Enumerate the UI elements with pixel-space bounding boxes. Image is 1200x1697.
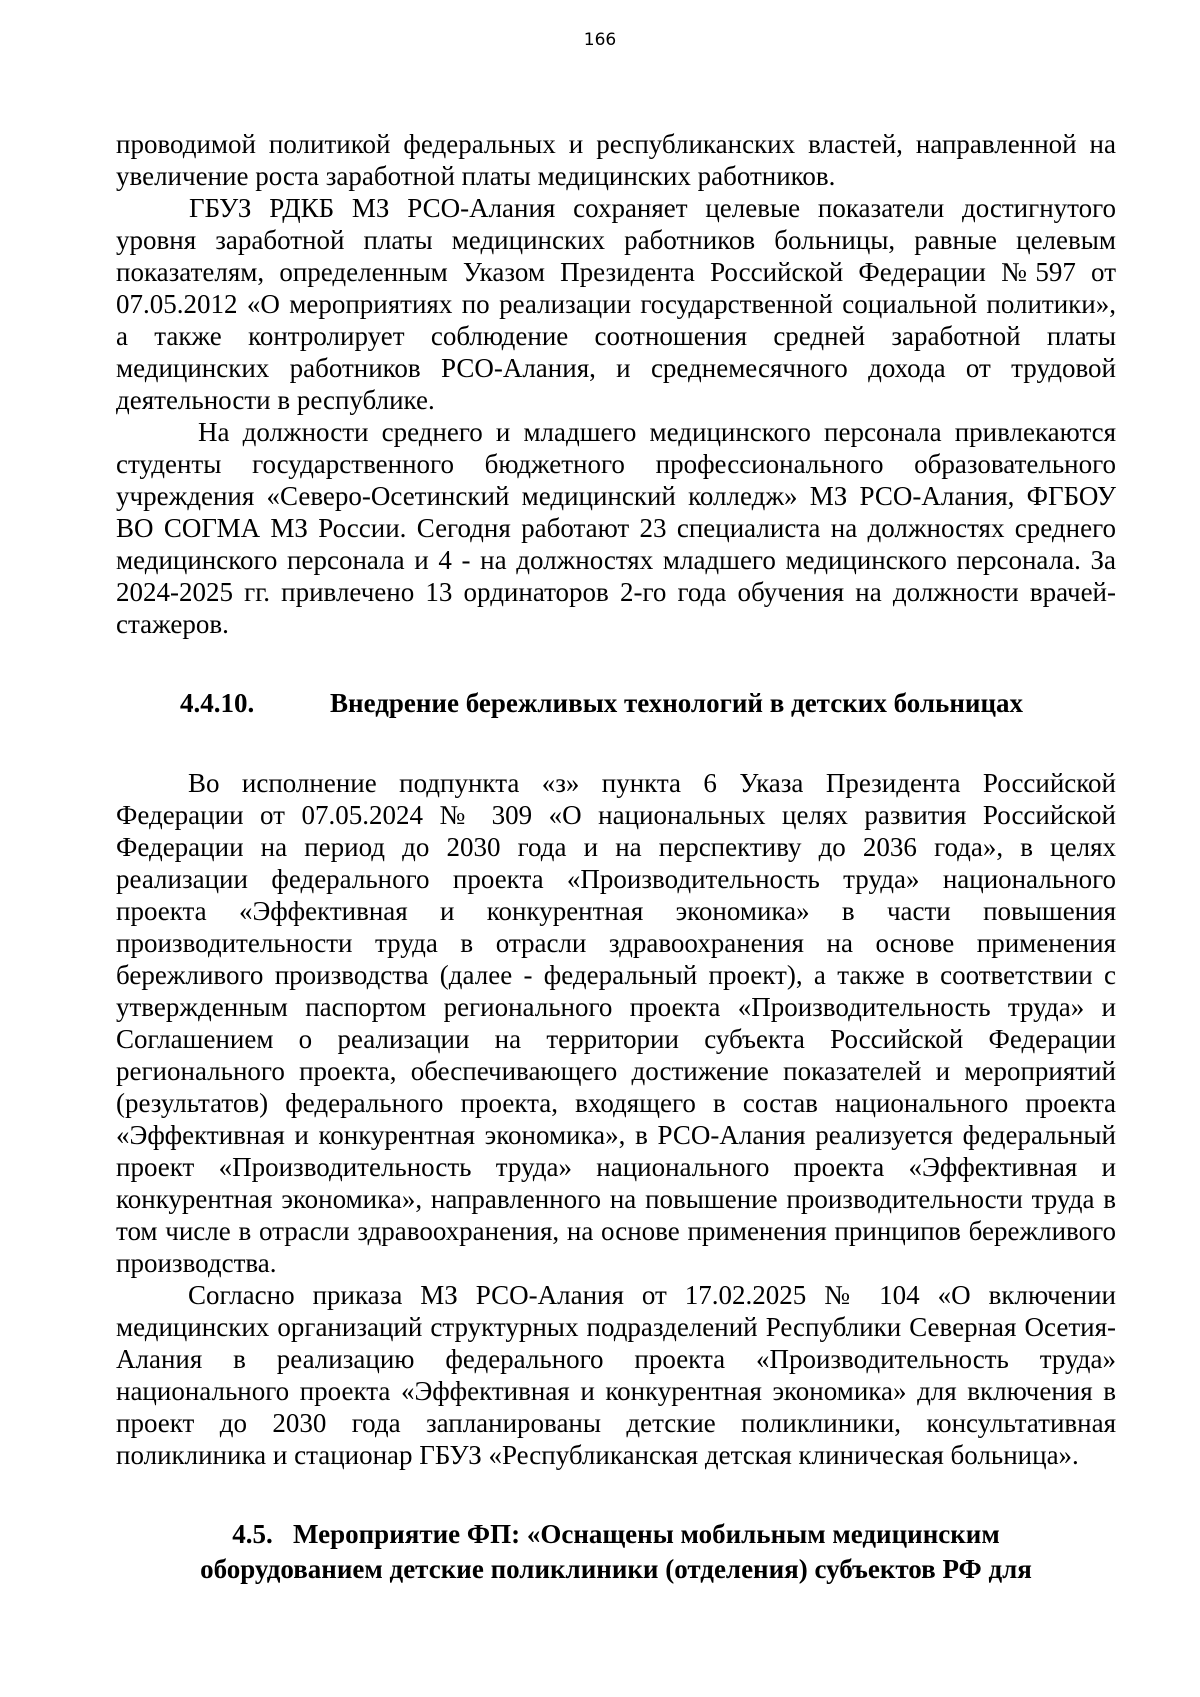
section-title-line-2: оборудованием детские поликлиники (отделения) субъектов РФ для [200,1554,1032,1584]
section-title: Внедрение бережливых технологий в детских больницах [330,688,1023,718]
section-title-line-1: Мероприятие ФП: «Оснащены мобильным медицинским [293,1519,1000,1549]
paragraph-lean-project: Во исполнение подпункта «з» пункта 6 Указа Президента Российской Федерации от 07.05.2024 № 309 «О национальных целях развития Российской Федерации на период до 2030 года и на перспективу до 2036 года», в целях реализации федерального проекта «Производительность труда» национального проекта «Эффективная и конкурентная экономика» в части повышения производительности труда в отрасли здравоохранения на основе применения бережливого производства (далее - федеральный проект), а также в соответствии с утвержденным паспортом регионального проекта «Производительность труда» и Соглашением о реализации на территории субъекта Российской Федерации регионального проекта, обеспечивающего достижение показателей и мероприятий (результатов) федерального проекта, входящего в состав национального проекта «Эффективная и конкурентная экономика», в РСО-Алания реализуется федеральный проект «Производительность труда» национального проекта «Эффективная и конкурентная экономика», направленного на повышение производительности труда в том числе в отрасли здравоохранения, на основе применения принципов бережливого производства. [116,768,1116,1278]
section-heading-4-4-10 [116,687,1116,719]
page-number: 166 [583,30,617,50]
paragraph-continuation: проводимой политикой федеральных и республиканских властей, направленной на увеличение роста заработной платы медицинских работников. [116,129,1116,191]
paragraph-order-104: Согласно приказа МЗ РСО-Алания от 17.02.2025 № 104 «О включении медицинских организаций структурных подразделений Республики Северная Осетия- Алания в реализацию федерального проекта «Производительность труда» национального проекта «Эффективная и конкурентная экономика» для включения в проект до 2030 года запланированы детские поликлиники, консультативная поликлиника и стационар ГБУЗ «Республиканская детская клиническая больница». [116,1280,1116,1470]
section-number: 4.4.10. [180,688,255,718]
section-heading-4-5 [116,1517,1116,1587]
section-number: 4.5. [232,1519,273,1549]
paragraph-staff-recruitment: На должности среднего и младшего медицинского персонала привлекаются студенты государственного бюджетного профессионального образовательного учреждения «Северо-Осетинский медицинский колледж» МЗ РСО-Алания, ФГБОУ ВО СОГМА МЗ России. Сегодня работают 23 специалиста на должностях среднего медицинского персонала и 4 - на должностях младшего медицинского персонала. За 2024-2025 гг. привлечено 13 ординаторов 2-го года обучения на должности врачей-стажеров. [116,417,1116,639]
document-body [116,128,1116,1587]
paragraph-salary-targets: ГБУЗ РДКБ МЗ РСО-Алания сохраняет целевые показатели достигнутого уровня заработной платы медицинских работников больницы, равные целевым показателям, определенным Указом Президента Российской Федерации №597 от 07.05.2012 «О мероприятиях по реализации государственной социальной политики», а также контролирует соблюдение соотношения средней заработной платы медицинских работников РСО-Алания, и среднемесячного дохода от трудовой деятельности в республике. [116,193,1116,415]
